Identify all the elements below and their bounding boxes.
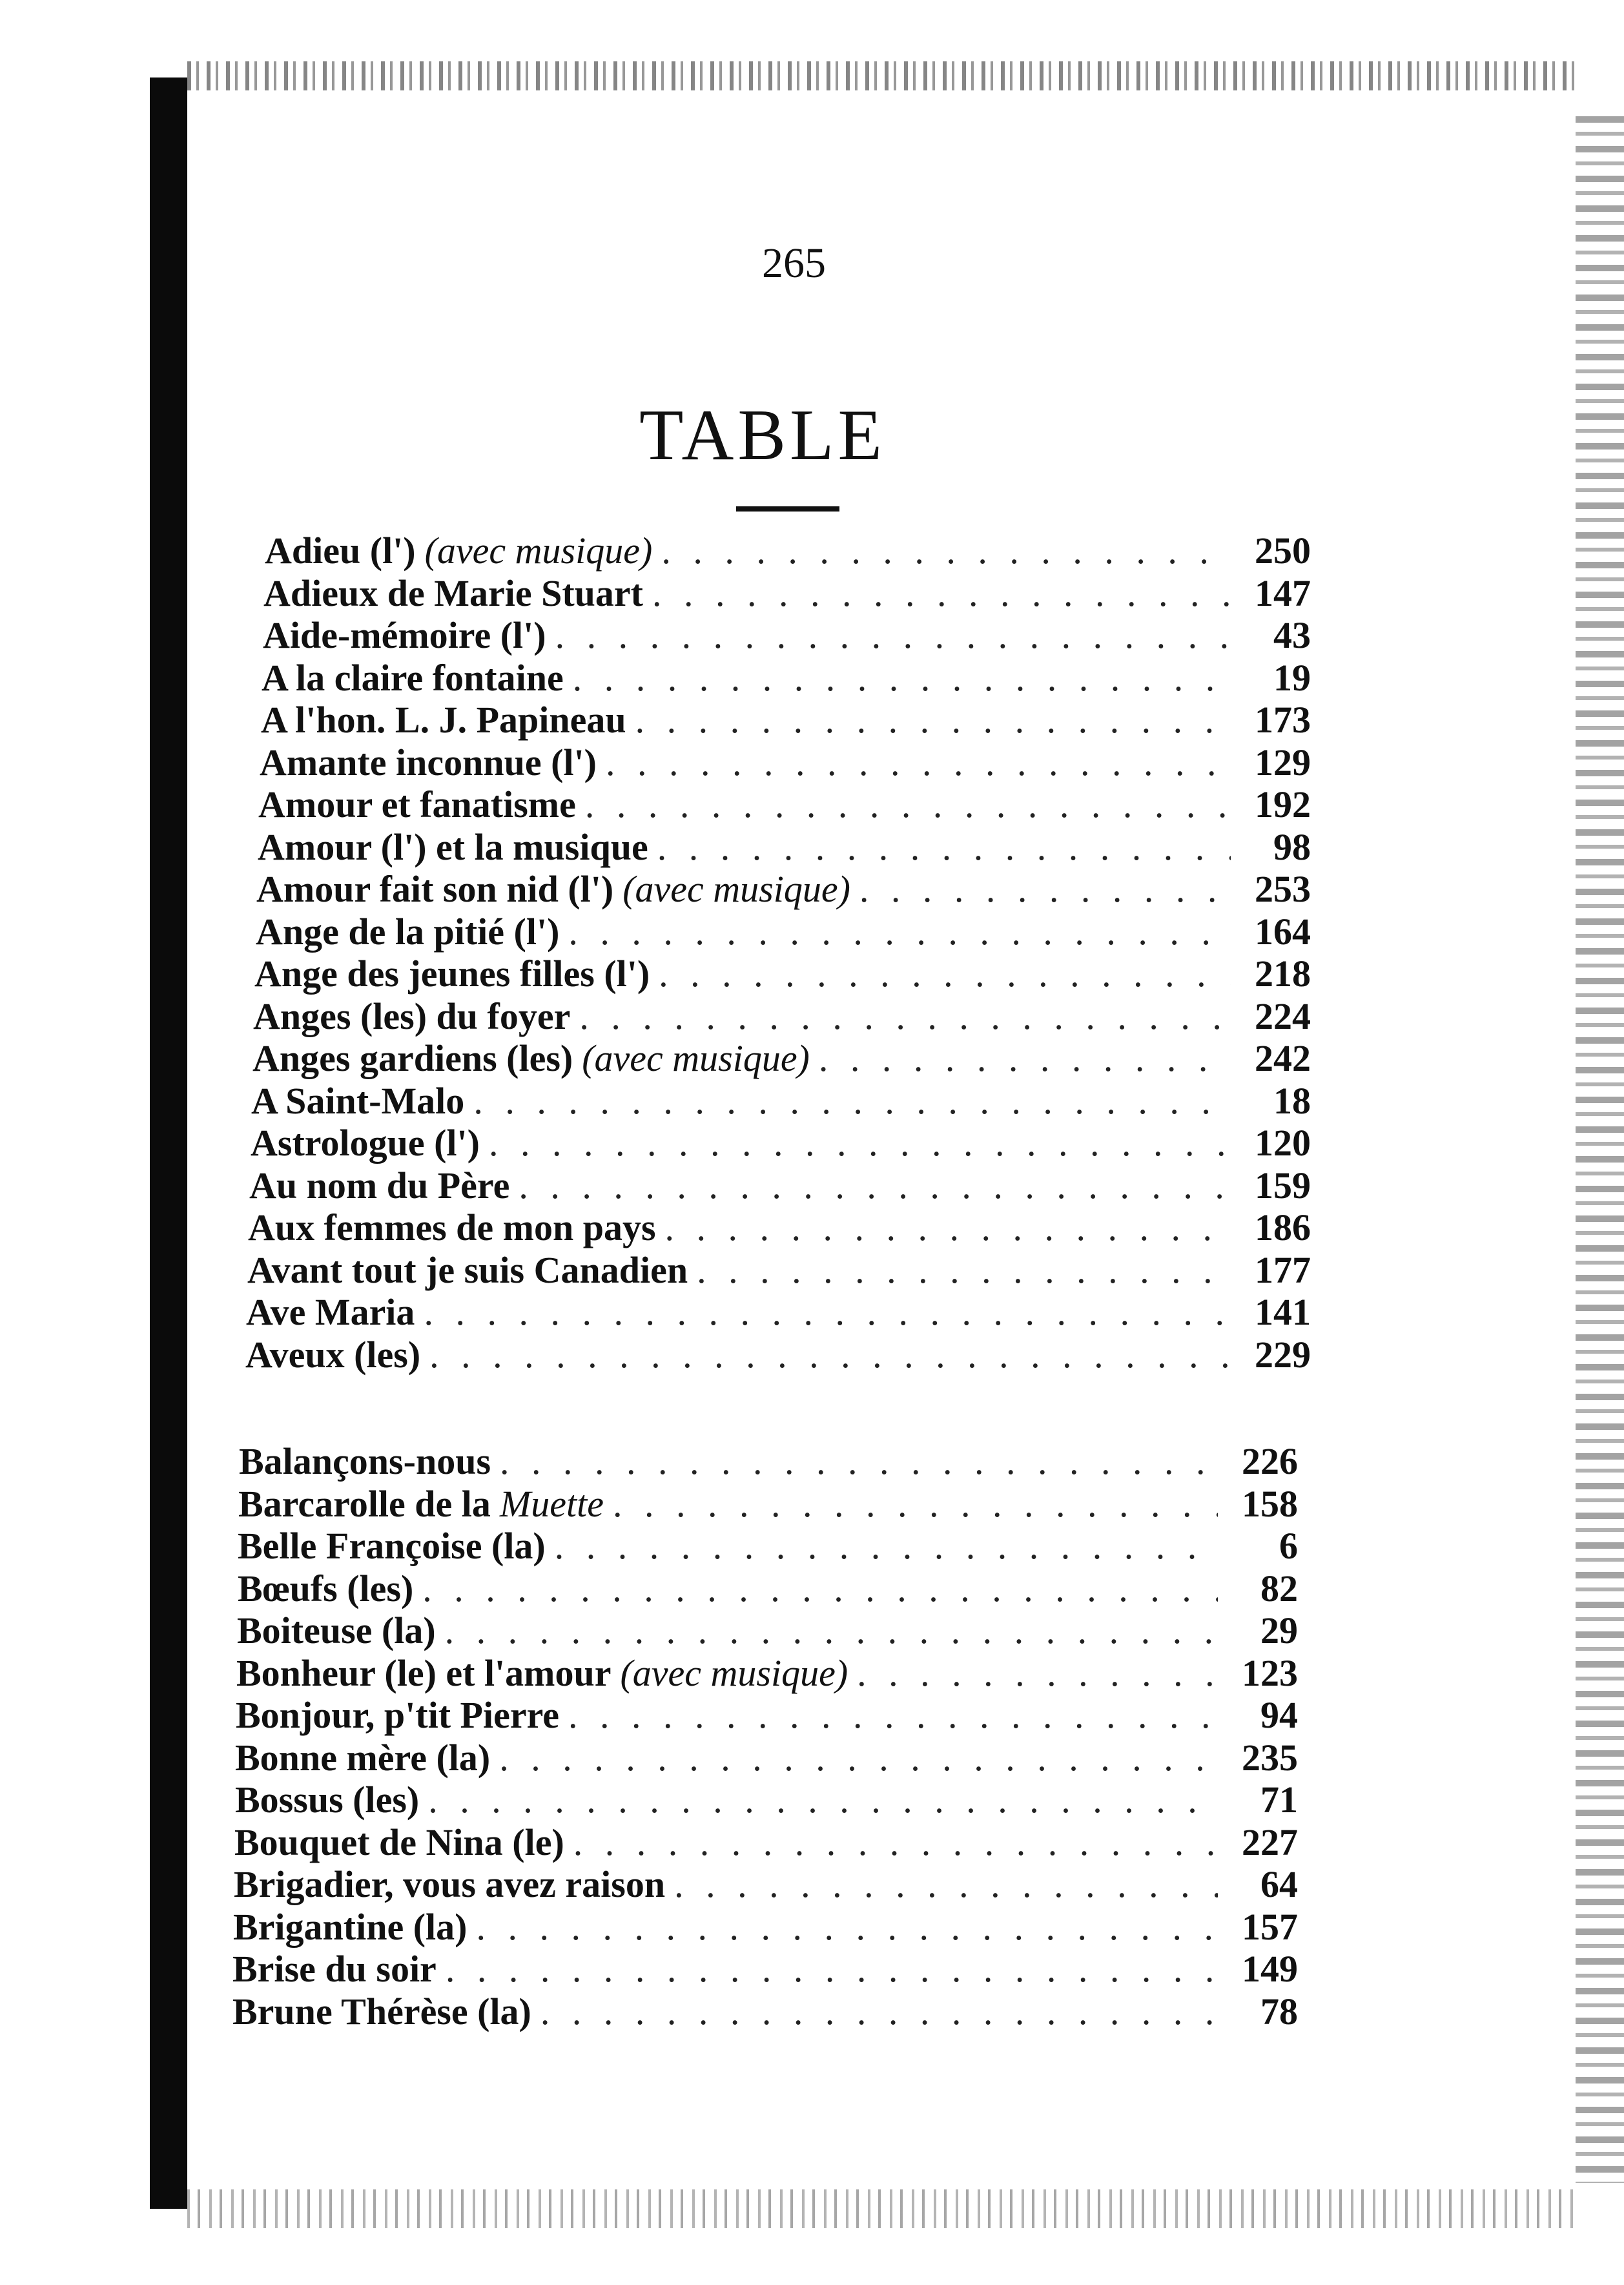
entry-note: Muette: [499, 1483, 604, 1525]
entry-title: Bonjour, p'tit Pierre: [236, 1694, 560, 1736]
entry-title: Ave Maria: [246, 1291, 415, 1333]
entry-title: Astrologue (l'): [251, 1122, 480, 1164]
dot-leader: [489, 1122, 1231, 1164]
toc-entry: [238, 1525, 1298, 1567]
dot-leader: [555, 614, 1231, 657]
toc-entry: [256, 911, 1311, 953]
entry-page-number: 64: [1260, 1863, 1298, 1905]
entry-page-number: 227: [1242, 1821, 1298, 1863]
entry-note: (avec musique): [622, 868, 850, 910]
toc-entry: [256, 868, 1311, 911]
entry-page-number: 94: [1260, 1694, 1298, 1736]
entry-title: Brigadier, vous avez raison: [234, 1863, 666, 1905]
toc-entry: [246, 1291, 1311, 1334]
entry-title: Brigantine (la): [233, 1906, 468, 1948]
dot-leader: [613, 1483, 1218, 1525]
page-number: 265: [762, 240, 826, 287]
entry-page-number: 78: [1260, 1990, 1298, 2032]
entry-title: Bœufs (les): [238, 1567, 414, 1609]
entry-title: Adieu (l'): [265, 530, 416, 572]
entry-page-number: 159: [1255, 1164, 1311, 1206]
entry-title: A la claire fontaine: [262, 657, 564, 699]
entry-note: (avec musique): [424, 530, 653, 572]
dot-leader: [476, 1906, 1218, 1949]
toc-entry: [248, 1206, 1311, 1249]
entry-page-number: 242: [1255, 1037, 1311, 1079]
dot-leader: [657, 826, 1231, 869]
dot-leader: [652, 572, 1231, 615]
toc-entry: [251, 1080, 1311, 1122]
dot-leader: [499, 1737, 1218, 1779]
entry-page-number: 98: [1273, 826, 1311, 868]
dot-leader: [859, 868, 1231, 911]
entry-page-number: 192: [1255, 783, 1311, 825]
entry-title: Brune Thérèse (la): [232, 1990, 531, 2032]
entry-title: Amante inconnue (l'): [260, 741, 597, 783]
toc-entry: [245, 1334, 1311, 1376]
dot-leader: [585, 783, 1231, 826]
entry-title: Bouquet de Nina (le): [234, 1821, 564, 1863]
toc-entry: [234, 1863, 1298, 1906]
dot-leader: [500, 1440, 1218, 1483]
entry-page-number: 186: [1255, 1206, 1311, 1248]
entry-note: (avec musique): [620, 1652, 848, 1694]
dot-leader: [661, 530, 1231, 572]
entry-page-number: 43: [1273, 614, 1311, 656]
entry-title: Anges (les) du foyer: [253, 995, 571, 1037]
toc-entry: [258, 826, 1311, 869]
toc-entry: [263, 572, 1311, 615]
entry-page-number: 120: [1255, 1122, 1311, 1164]
entry-page-number: 250: [1255, 530, 1311, 572]
entry-page-number: 235: [1242, 1737, 1298, 1779]
entry-page-number: 229: [1255, 1334, 1311, 1376]
entry-title: Ange de la pitié (l'): [256, 911, 560, 953]
entry-title: Amour fait son nid (l'): [256, 868, 614, 910]
toc-entry: [247, 1249, 1311, 1292]
dot-leader: [424, 1291, 1231, 1334]
entry-title: Bonne mère (la): [235, 1737, 491, 1779]
entry-page-number: 253: [1255, 868, 1311, 910]
entry-page-number: 71: [1260, 1779, 1298, 1821]
entry-title: Brise du soir: [232, 1948, 437, 1990]
toc-entry: [258, 783, 1311, 826]
toc-entry: [261, 699, 1311, 741]
entry-page-number: 224: [1255, 995, 1311, 1037]
toc-entry: [232, 1990, 1298, 2033]
entry-page-number: 82: [1260, 1567, 1298, 1609]
entry-title: Boiteuse (la): [237, 1609, 436, 1651]
toc-entry: [262, 657, 1311, 699]
entry-page-number: 158: [1242, 1483, 1298, 1525]
entry-page-number: 19: [1273, 657, 1311, 699]
dot-leader: [573, 1821, 1218, 1864]
entry-page-number: 164: [1255, 911, 1311, 953]
toc-entry: [237, 1609, 1298, 1652]
dot-leader: [446, 1948, 1218, 1990]
entry-title: Aveux (les): [245, 1334, 421, 1376]
toc-entry: [260, 741, 1311, 784]
entry-page-number: 173: [1255, 699, 1311, 741]
entry-title: A l'hon. L. J. Papineau: [261, 699, 626, 741]
dot-leader: [573, 657, 1231, 699]
toc-entry: [233, 1906, 1298, 1949]
toc-entry: [239, 1440, 1298, 1483]
toc-entry: [232, 1948, 1298, 1990]
toc-entry: [249, 1164, 1311, 1207]
dot-leader: [428, 1779, 1218, 1821]
toc-entry: [254, 953, 1311, 995]
dot-leader: [429, 1334, 1231, 1376]
toc-entry: [234, 1821, 1298, 1864]
entry-title: Bossus (les): [235, 1779, 420, 1821]
dot-leader: [635, 699, 1231, 741]
toc-entry: [235, 1737, 1298, 1779]
toc-entry: [238, 1483, 1298, 1525]
entry-title: Amour (l') et la musique: [258, 826, 648, 868]
entry-page-number: 29: [1260, 1609, 1298, 1651]
dot-leader: [519, 1164, 1231, 1207]
dot-leader: [540, 1990, 1218, 2033]
dot-leader: [555, 1525, 1218, 1567]
entry-page-number: 149: [1242, 1948, 1298, 1990]
dot-leader: [422, 1567, 1218, 1610]
toc-entry: [236, 1694, 1298, 1737]
dot-leader: [697, 1249, 1231, 1292]
toc-entry: [253, 995, 1311, 1038]
dot-leader: [579, 995, 1231, 1038]
entry-page-number: 123: [1242, 1652, 1298, 1694]
toc-entry: [238, 1567, 1298, 1610]
entry-title: Bonheur (le) et l'amour: [236, 1652, 612, 1694]
entry-title: Aux femmes de mon pays: [248, 1206, 656, 1248]
entry-page-number: 226: [1242, 1440, 1298, 1482]
toc-entry: [265, 530, 1311, 572]
dot-leader: [665, 1206, 1231, 1249]
toc-entry: [235, 1779, 1298, 1821]
page-title: TABLE: [639, 395, 886, 475]
entry-title: Aide-mémoire (l'): [263, 614, 546, 656]
dot-leader: [445, 1609, 1218, 1652]
entry-title: Belle Françoise (la): [238, 1525, 546, 1567]
toc-entry: [251, 1122, 1311, 1164]
entry-note: (avec musique): [582, 1037, 810, 1079]
entry-title: Avant tout je suis Canadien: [247, 1249, 688, 1291]
dot-leader: [568, 1694, 1218, 1737]
toc-entry: [252, 1037, 1311, 1080]
dot-leader: [819, 1037, 1231, 1080]
entry-title: Anges gardiens (les): [252, 1037, 573, 1079]
dot-leader: [568, 911, 1231, 953]
dot-leader: [606, 741, 1231, 784]
dot-leader: [674, 1863, 1218, 1906]
dot-leader: [857, 1652, 1218, 1695]
entry-page-number: 6: [1279, 1525, 1298, 1567]
entry-page-number: 157: [1242, 1906, 1298, 1948]
entry-page-number: 129: [1255, 741, 1311, 783]
entry-page-number: 147: [1255, 572, 1311, 614]
dot-leader: [659, 953, 1231, 995]
toc-entry: [236, 1652, 1298, 1695]
entry-title: Barcarolle de la: [238, 1483, 491, 1525]
entry-title: Amour et fanatisme: [258, 783, 576, 825]
toc-entry: [263, 614, 1311, 657]
entry-page-number: 177: [1255, 1249, 1311, 1291]
entry-title: A Saint-Malo: [251, 1080, 465, 1122]
entry-page-number: 18: [1273, 1080, 1311, 1122]
entry-title: Ange des jeunes filles (l'): [254, 953, 650, 995]
entry-title: Adieux de Marie Stuart: [263, 572, 643, 614]
entry-title: Au nom du Père: [249, 1164, 510, 1206]
entry-page-number: 218: [1255, 953, 1311, 995]
dot-leader: [473, 1080, 1231, 1122]
entry-page-number: 141: [1255, 1291, 1311, 1333]
entry-title: Balançons-nous: [239, 1440, 491, 1482]
